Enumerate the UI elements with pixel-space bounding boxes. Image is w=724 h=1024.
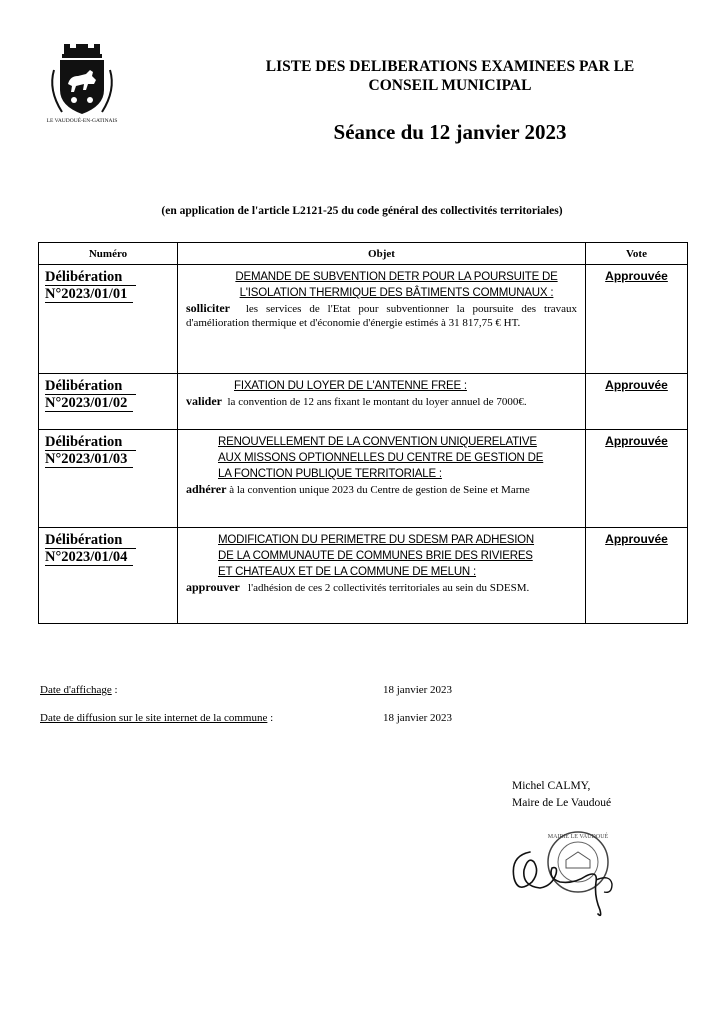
object-text: la convention de 12 ans fixant le montant du loyer annuel de 7000€. [227,396,527,408]
object-text: l'adhésion de ces 2 collectivités territoriales au sein du SDESM. [248,582,530,594]
vote-result: Approuvée [605,378,668,392]
object-body [186,580,577,595]
object-title-line: RENOUVELLEMENT DE LA CONVENTION UNIQUERELATIVE [218,436,537,448]
vote-cell [586,265,688,374]
object-action: approuver [186,580,240,594]
table-row [39,265,688,374]
municipal-coat-of-arms-logo [40,40,124,124]
affichage-date: 18 janvier 2023 [383,684,453,696]
affichage-line [40,684,118,696]
object-body [186,394,577,409]
object-action: solliciter [186,301,230,315]
vote-cell [586,528,688,624]
deliberation-number-cell [39,374,178,430]
deliberation-object-cell [178,374,586,430]
object-title-line: FIXATION DU LOYER DE L'ANTENNE FREE : [234,380,467,392]
table-row [39,374,688,430]
deliberation-number-cell [39,430,178,528]
object-title-line: DEMANDE DE SUBVENTION DETR POUR LA POURSUITE DE [235,271,558,283]
vote-result: Approuvée [605,269,668,283]
signature-and-stamp [500,822,650,922]
object-action: valider [186,394,222,408]
signer-name: Michel CALMY, [512,780,591,792]
object-title-line: DE LA COMMUNAUTE DE COMMUNES BRIE DES RIVIERES [218,550,533,562]
deliberation-object-cell [178,265,586,374]
vote-cell [586,374,688,430]
affichage-separator: : [111,684,118,696]
signer-block [512,778,611,812]
table-header-row [39,243,688,265]
deliberation-label: Délibération [45,434,136,451]
object-title-line: ET CHATEAUX ET DE LA COMMUNE DE MELUN : [218,566,477,578]
legal-reference: (en application de l'article L2121-25 du code général des collectivités territoriales) [161,205,563,217]
affichage-label: Date d'affichage [40,684,112,696]
vote-result: Approuvée [605,434,668,448]
object-body [186,301,577,330]
deliberation-number: N°2023/01/03 [45,451,133,468]
deliberation-label: Délibération [45,532,136,549]
title-line-2: CONSEIL MUNICIPAL [368,77,532,94]
object-text: les services de l'Etat pour subventionner la poursuite des travaux d'amélioration thermique et d'économie d'énergie estimés à 31 817,75 € HT. [186,303,577,329]
vote-cell [586,430,688,528]
object-title-line: L'ISOLATION THERMIQUE DES BÂTIMENTS COMMUNAUX : [239,287,554,299]
document-title [200,57,700,95]
object-title-line: LA FONCTION PUBLIQUE TERRITORIALE : [218,468,442,480]
deliberation-number: N°2023/01/04 [45,549,133,566]
deliberations-table [38,242,688,624]
table-row [39,430,688,528]
object-title-line: MODIFICATION DU PERIMETRE DU SDESM PAR ADHESION [218,534,535,546]
diffusion-line [40,712,273,724]
deliberation-label: Délibération [45,269,136,286]
vote-result: Approuvée [605,532,668,546]
table-row [39,528,688,624]
deliberation-label: Délibération [45,378,136,395]
deliberation-number: N°2023/01/02 [45,395,133,412]
deliberation-number: N°2023/01/01 [45,286,133,303]
header-objet: Objet [178,243,586,265]
title-line-1: LISTE DES DELIBERATIONS EXAMINEES PAR LE [265,58,635,75]
diffusion-separator: : [267,712,274,724]
object-action: adhérer [186,482,227,496]
diffusion-label: Date de diffusion sur le site internet de la commune [40,712,268,724]
deliberation-number-cell [39,528,178,624]
deliberation-object-cell [178,430,586,528]
header-numero: Numéro [39,243,178,265]
object-text: à la convention unique 2023 du Centre de gestion de Seine et Marne [229,484,530,496]
logo-motto: LE VAUDOUÉ-EN-GATINAIS [46,118,118,124]
seance-date: Séance du 12 janvier 2023 [333,120,567,144]
deliberation-object-cell [178,528,586,624]
stamp-text: MAIRIE LE VAUDOUÉ [547,834,609,840]
signer-title: Maire de Le Vaudoué [512,797,612,809]
diffusion-date: 18 janvier 2023 [383,712,453,724]
object-title-line: AUX MISSONS OPTIONNELLES DU CENTRE DE GESTION DE [218,452,544,464]
object-body [186,482,577,497]
deliberation-number-cell [39,265,178,374]
header-vote: Vote [586,243,688,265]
